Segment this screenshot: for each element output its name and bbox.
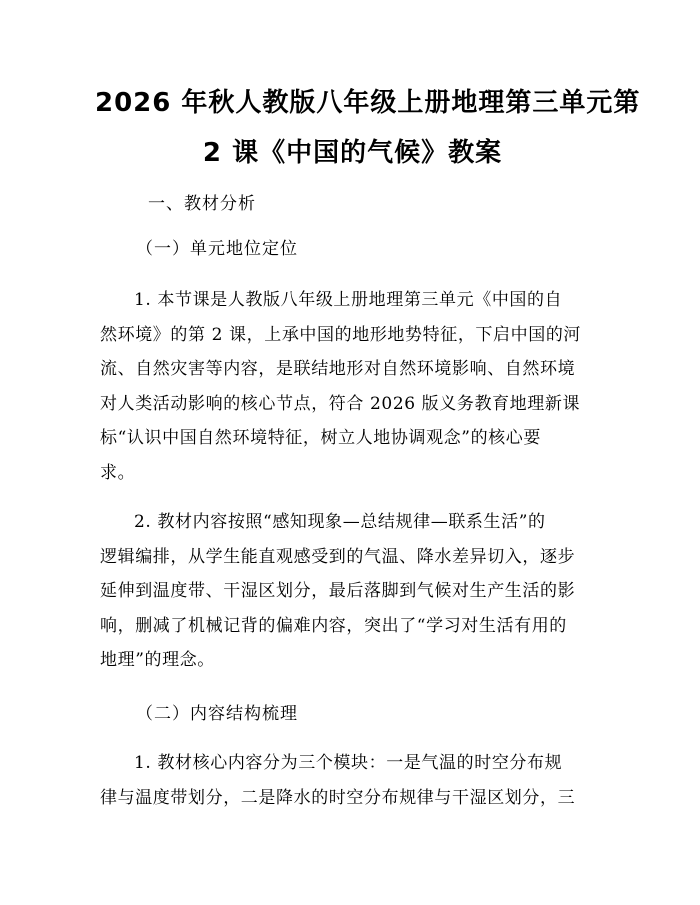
text-line: 1. 本节课是人教版八年级上册地理第三单元《中国的自 — [134, 290, 563, 310]
text-line: 求。 — [100, 462, 136, 483]
title-line-2: 2 课《中国的气候》教案 — [202, 138, 503, 168]
text-line: 标“认识中国自然环境特征，树立人地协调观念”的核心要 — [100, 428, 541, 448]
text-line: 响，删减了机械记背的偏难内容，突出了“学习对生活有用的 — [100, 615, 567, 636]
title-line-1: 2026 年秋人教版八年级上册地理第三单元第 — [95, 88, 641, 118]
document-title — [95, 78, 641, 178]
text-line: 然环境》的第 2 课，上承中国的地形地势特征，下启中国的河 — [100, 324, 582, 345]
text-line: 地理”的理念。 — [100, 650, 215, 670]
text-line: 流、自然灾害等内容，是联结地形对自然环境影响、自然环境 — [100, 359, 576, 379]
section-heading-teaching-material-analysis: 一、教材分析 — [148, 194, 256, 214]
text-line: 1. 教材核心内容分为三个模块：一是气温的时空分布规 — [134, 753, 563, 773]
subsection-heading-content-structure: （二）内容结构梳理 — [136, 704, 298, 724]
text-line: 延伸到温度带、干湿区划分，最后落脚到气候对生产生活的影 — [100, 581, 576, 601]
text-line: 对人类活动影响的核心节点，符合 2026 版义务教育地理新课 — [100, 393, 581, 414]
paragraph-unit-position-1 — [100, 283, 600, 490]
paragraph-content-structure-1 — [100, 746, 600, 815]
subsection-heading-unit-position: （一）单元地位定位 — [136, 239, 298, 259]
text-line: 律与温度带划分，二是降水的时空分布规律与干湿区划分，三 — [100, 787, 576, 808]
text-line: 2. 教材内容按照“感知现象—总结规律—联系生活”的 — [134, 512, 546, 532]
paragraph-unit-position-2 — [100, 505, 600, 678]
text-line: 逻辑编排，从学生能直观感受到的气温、降水差异切入，逐步 — [100, 546, 576, 567]
